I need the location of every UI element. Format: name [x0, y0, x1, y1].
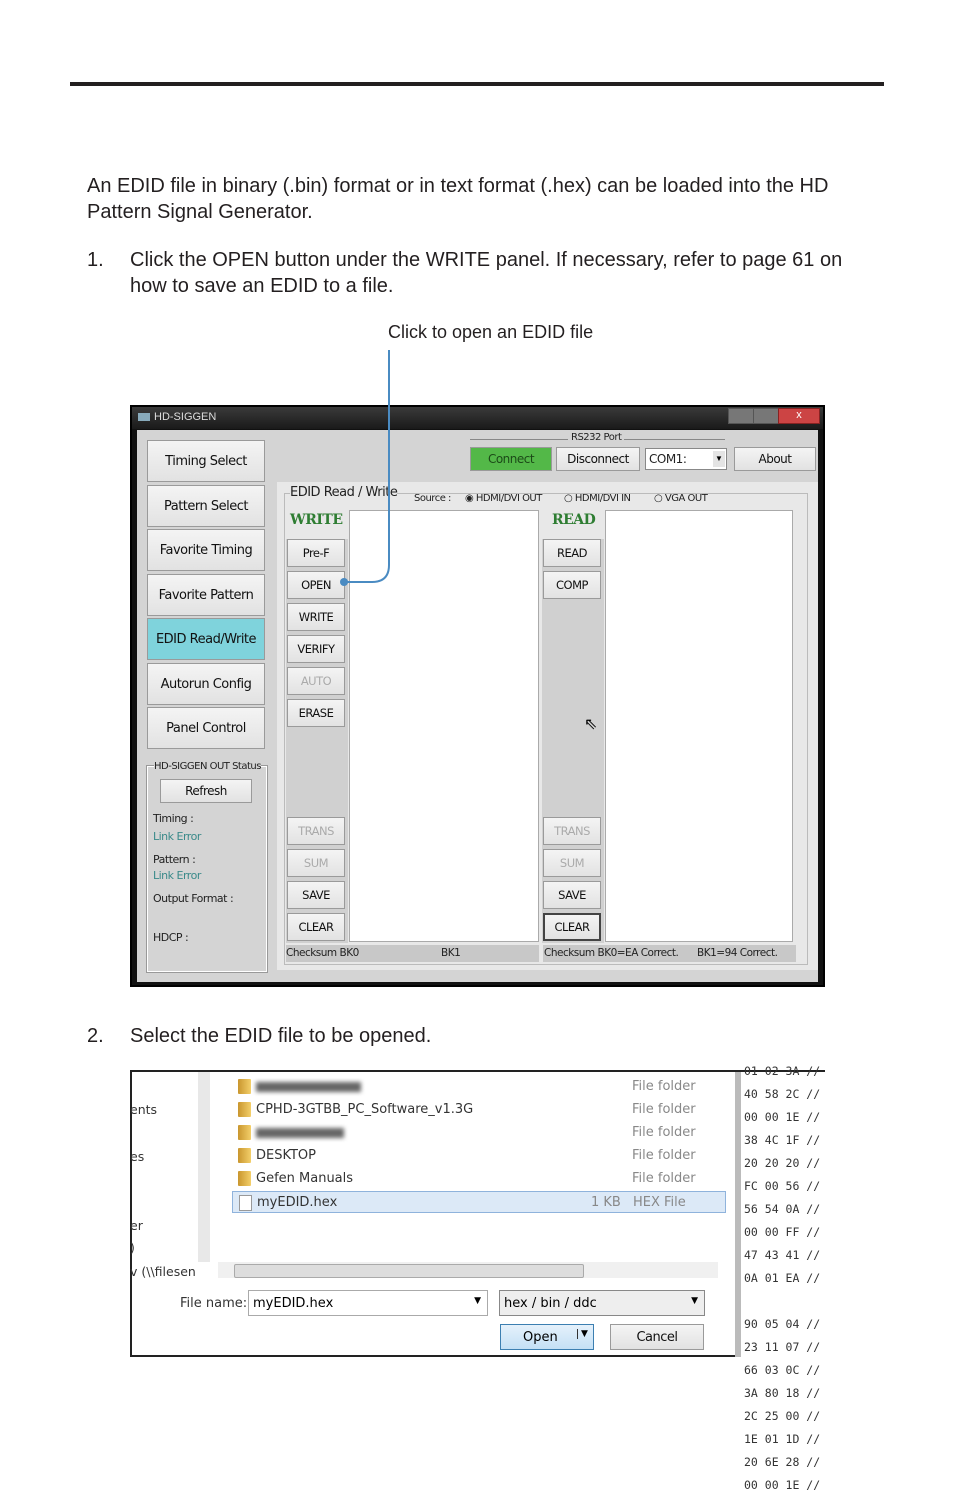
file-type: HEX File: [633, 1195, 686, 1210]
file-row[interactable]: [232, 1168, 726, 1190]
hex-line: 66 03 0C //: [744, 1363, 821, 1377]
write-trans-button[interactable]: TRANS: [287, 817, 345, 845]
radio-label: VGA OUT: [664, 493, 708, 504]
read-sum-button[interactable]: SUM: [543, 849, 601, 877]
open-file-button[interactable]: [500, 1324, 594, 1350]
filename-value: myEDID.hex: [253, 1296, 334, 1311]
pre-f-button[interactable]: Pre-F: [287, 539, 345, 567]
nav-edid-read-write[interactable]: EDID Read/Write: [147, 618, 265, 660]
about-button[interactable]: About: [734, 447, 816, 471]
close-icon[interactable]: x: [778, 408, 820, 424]
filename-input[interactable]: [248, 1290, 488, 1316]
intro-paragraph: An EDID file in binary (.bin) format or in text format (.hex) can be loaded into the HD Pattern Signal Generator.: [87, 175, 829, 223]
comp-button[interactable]: COMP: [543, 571, 601, 599]
file-row[interactable]: [232, 1122, 726, 1144]
file-row[interactable]: [232, 1076, 726, 1098]
file-type: File folder: [632, 1079, 696, 1094]
radio-label: HDMI/DVI IN: [574, 493, 631, 504]
nav-item[interactable]: es: [130, 1149, 145, 1164]
hex-line: 2C 25 00 //: [744, 1409, 821, 1423]
file-type: File folder: [632, 1148, 696, 1163]
scroll-thumb[interactable]: [234, 1264, 584, 1278]
nav-item[interactable]: ents: [130, 1102, 158, 1117]
folder-icon: [238, 1125, 251, 1140]
write-button[interactable]: WRITE: [287, 603, 345, 631]
blurred-name: [256, 1128, 344, 1138]
hex-line: 3A 80 18 //: [744, 1386, 821, 1400]
file-type: File folder: [632, 1125, 696, 1140]
hdcp-label: HDCP :: [153, 931, 189, 944]
callout-dot: [340, 578, 348, 586]
hex-line: FC 00 56 //: [744, 1179, 821, 1193]
nav-timing-select[interactable]: Timing Select: [147, 440, 265, 482]
file-icon: [239, 1195, 252, 1211]
status-title: HD-SIGGEN OUT Status: [154, 761, 261, 772]
folder-icon: [238, 1102, 251, 1117]
blurred-name: [256, 1082, 361, 1092]
hex-line: 01 02 3A //: [744, 1064, 821, 1078]
hex-line: 38 4C 1F //: [744, 1133, 821, 1147]
write-clear-button[interactable]: CLEAR: [287, 913, 345, 941]
step-text: Select the EDID file to be opened.: [130, 1025, 432, 1047]
hex-line: 40 58 2C //: [744, 1087, 821, 1101]
hex-line: 0A 01 EA //: [744, 1271, 821, 1285]
file-size: 1 KB: [591, 1195, 621, 1210]
source-radio-vga-out[interactable]: ○ VGA OUT: [654, 493, 708, 504]
nav-item[interactable]: v (\\filesen: [130, 1264, 196, 1279]
nav-favorite-timing[interactable]: Favorite Timing: [147, 529, 265, 571]
refresh-button[interactable]: Refresh: [160, 779, 252, 803]
read-clear-button[interactable]: CLEAR: [543, 913, 601, 941]
rs232-label: RS232 Port: [568, 432, 624, 443]
write-bk1: BK1: [441, 947, 461, 959]
file-row[interactable]: [232, 1145, 726, 1167]
timing-value: Link Error: [153, 830, 201, 843]
folder-icon: [238, 1171, 251, 1186]
source-label: Source :: [414, 493, 451, 504]
com-port-value: COM1:: [649, 452, 687, 466]
chevron-down-icon[interactable]: ▼: [577, 1329, 588, 1339]
read-trans-button[interactable]: TRANS: [543, 817, 601, 845]
horizontal-scrollbar[interactable]: [218, 1262, 718, 1278]
read-bk1: BK1=94 Correct.: [697, 947, 778, 959]
nav-scrollbar[interactable]: [198, 1072, 210, 1262]
hex-preview: [735, 1064, 833, 1492]
write-save-button[interactable]: SAVE: [287, 881, 345, 909]
write-checksum: Checksum BK0: [286, 947, 359, 959]
read-heading: READ: [552, 512, 596, 528]
disconnect-button[interactable]: Disconnect: [556, 447, 640, 471]
nav-item[interactable]: ): [130, 1240, 135, 1255]
nav-pattern-select[interactable]: Pattern Select: [147, 485, 265, 527]
open-label: Open: [523, 1330, 558, 1345]
chevron-down-icon[interactable]: ▼: [474, 1296, 481, 1306]
nav-panel-control[interactable]: Panel Control: [147, 707, 265, 749]
hex-line: 1E 01 1D //: [744, 1432, 821, 1446]
open-file-dialog: [130, 1064, 825, 1492]
hex-line: 00 00 FF //: [744, 1225, 821, 1239]
step-number: 2.: [87, 1025, 104, 1047]
file-name: myEDID.hex: [257, 1195, 338, 1210]
file-name: Gefen Manuals: [256, 1171, 354, 1186]
write-sum-button[interactable]: SUM: [287, 849, 345, 877]
erase-button[interactable]: ERASE: [287, 699, 345, 727]
folder-icon: [238, 1148, 251, 1163]
write-heading: WRITE: [290, 512, 343, 528]
step-number: 1.: [87, 249, 104, 271]
cancel-button[interactable]: Cancel: [610, 1324, 704, 1350]
timing-label: Timing :: [153, 812, 194, 825]
pattern-value: Link Error: [153, 869, 201, 882]
hex-line: 00 00 1E //: [744, 1110, 821, 1124]
file-row[interactable]: [232, 1099, 726, 1121]
read-save-button[interactable]: SAVE: [543, 881, 601, 909]
auto-button[interactable]: AUTO: [287, 667, 345, 695]
file-row-selected[interactable]: [232, 1191, 726, 1213]
read-checksum: Checksum BK0=EA Correct.: [544, 947, 679, 959]
radio-label: HDMI/DVI OUT: [475, 493, 542, 504]
nav-item[interactable]: er: [130, 1218, 143, 1233]
file-type-filter[interactable]: [499, 1290, 705, 1316]
open-button[interactable]: OPEN: [287, 571, 345, 599]
hex-line: 47 43 41 //: [744, 1248, 821, 1262]
hex-line: 20 6E 28 //: [744, 1455, 821, 1469]
callout-label: Click to open an EDID file: [388, 322, 594, 342]
source-radio-hdmi-in[interactable]: ○ HDMI/DVI IN: [564, 493, 631, 504]
pattern-label: Pattern :: [153, 853, 196, 866]
read-button[interactable]: READ: [543, 539, 601, 567]
hex-line: 20 20 20 //: [744, 1156, 821, 1170]
hex-line: 90 05 04 //: [744, 1317, 821, 1331]
file-name: CPHD-3GTBB_PC_Software_v1.3G: [256, 1102, 474, 1117]
source-radio-hdmi-out[interactable]: ◉ HDMI/DVI OUT: [465, 493, 542, 504]
file-name: DESKTOP: [256, 1148, 317, 1163]
step-text: Click the OPEN button under the WRITE panel. If necessary, refer to page 61 on how to save an EDID to a file.: [130, 249, 843, 297]
window-title: HD-SIGGEN: [154, 411, 217, 423]
chevron-down-icon[interactable]: ▼: [691, 1296, 698, 1306]
output-format-label: Output Format :: [153, 892, 234, 905]
verify-button[interactable]: VERIFY: [287, 635, 345, 663]
filename-label: File name:: [180, 1296, 248, 1311]
mouse-cursor-icon: ⇖: [584, 716, 598, 733]
nav-autorun-config[interactable]: Autorun Config: [147, 663, 265, 705]
hex-line: 23 11 07 //: [744, 1340, 821, 1354]
hex-line: 00 00 1E //: [744, 1478, 821, 1492]
chevron-down-icon[interactable]: ▼: [713, 451, 725, 467]
file-type: File folder: [632, 1102, 696, 1117]
hex-line: [741, 1290, 833, 1313]
edid-title: EDID Read / Write: [290, 485, 398, 500]
connect-button[interactable]: Connect: [470, 447, 552, 471]
nav-favorite-pattern[interactable]: Favorite Pattern: [147, 574, 265, 616]
folder-icon: [238, 1079, 251, 1094]
hex-line: 56 54 0A //: [744, 1202, 821, 1216]
filter-value: hex / bin / ddc: [504, 1296, 597, 1311]
file-type: File folder: [632, 1171, 696, 1186]
